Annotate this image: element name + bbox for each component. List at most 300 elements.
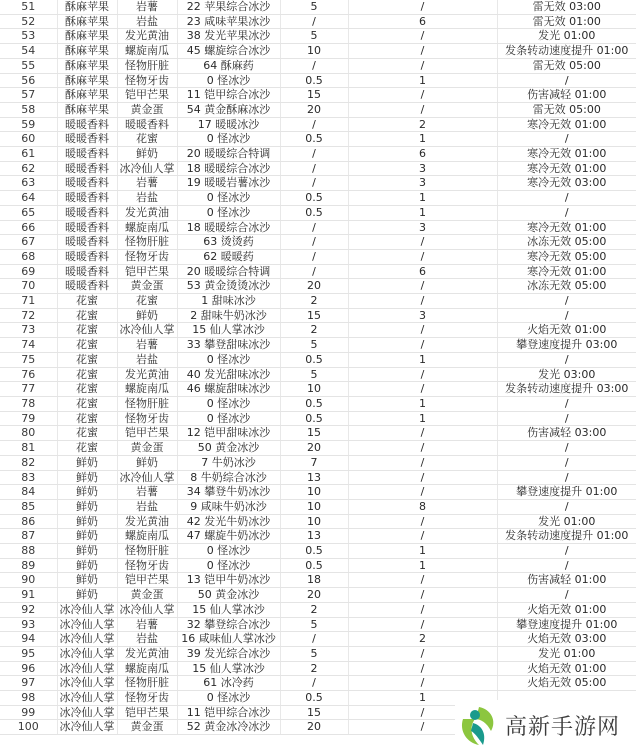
leaf-figure-logo-icon	[457, 705, 499, 747]
table-row	[0, 73, 636, 88]
table-row	[0, 161, 636, 176]
cell-row-number: 86	[0, 514, 57, 529]
cell-ingredient-a: 暖暖香料	[57, 176, 117, 191]
cell-ingredient-b: 怪物牙齿	[117, 249, 177, 264]
table-row	[0, 602, 636, 617]
cell-result: 50 黄金冰沙	[177, 588, 280, 603]
cell-value: 0.5	[280, 396, 348, 411]
cell-count: 1	[348, 205, 497, 220]
cell-effect: 寒冷无效 03:00	[497, 176, 636, 191]
cell-count: 3	[348, 220, 497, 235]
cell-result: 64 酥麻药	[177, 58, 280, 73]
cell-ingredient-a: 花蜜	[57, 396, 117, 411]
cell-row-number: 63	[0, 176, 57, 191]
table-row	[0, 558, 636, 573]
table-row	[0, 0, 636, 14]
cell-result: 1 甜味冰沙	[177, 294, 280, 309]
cell-row-number: 75	[0, 352, 57, 367]
cell-result: 53 黄金烫烫冰沙	[177, 279, 280, 294]
cell-row-number: 95	[0, 646, 57, 661]
cell-ingredient-a: 花蜜	[57, 294, 117, 309]
cell-count: 1	[348, 544, 497, 559]
table-row	[0, 58, 636, 73]
cell-ingredient-b: 发光黄油	[117, 205, 177, 220]
cell-result: 8 牛奶综合冰沙	[177, 470, 280, 485]
cell-effect: /	[497, 411, 636, 426]
cell-ingredient-a: 冰冷仙人掌	[57, 661, 117, 676]
cell-ingredient-a: 酥麻苹果	[57, 44, 117, 59]
cell-row-number: 53	[0, 29, 57, 44]
cell-effect: 寒冷无效 01:00	[497, 117, 636, 132]
table-row	[0, 235, 636, 250]
table-row	[0, 117, 636, 132]
table-row	[0, 632, 636, 647]
cell-result: 22 苹果综合冰沙	[177, 0, 280, 14]
cell-result: 45 螺旋综合冰沙	[177, 44, 280, 59]
cell-value: 2	[280, 661, 348, 676]
cell-effect: 火焰无效 03:00	[497, 632, 636, 647]
cell-ingredient-a: 冰冷仙人掌	[57, 617, 117, 632]
cell-row-number: 56	[0, 73, 57, 88]
cell-ingredient-a: 鲜奶	[57, 470, 117, 485]
cell-effect: 攀登速度提升 03:00	[497, 338, 636, 353]
cell-row-number: 83	[0, 470, 57, 485]
cell-row-number: 80	[0, 426, 57, 441]
cell-effect: 攀登速度提升 01:00	[497, 485, 636, 500]
cell-result: 23 咸味苹果冰沙	[177, 14, 280, 29]
cell-ingredient-a: 暖暖香料	[57, 264, 117, 279]
cell-value: 5	[280, 338, 348, 353]
cell-result: 13 铠甲牛奶冰沙	[177, 573, 280, 588]
cell-row-number: 82	[0, 455, 57, 470]
cell-effect: /	[497, 499, 636, 514]
cell-row-number: 64	[0, 191, 57, 206]
cell-row-number: 62	[0, 161, 57, 176]
cell-row-number: 52	[0, 14, 57, 29]
cell-row-number: 92	[0, 602, 57, 617]
cell-result: 0 怪冰沙	[177, 396, 280, 411]
table-row	[0, 382, 636, 397]
table-row	[0, 88, 636, 103]
cell-ingredient-b: 螺旋南瓜	[117, 661, 177, 676]
cell-ingredient-b: 发光黄油	[117, 29, 177, 44]
cell-row-number: 71	[0, 294, 57, 309]
cell-ingredient-a: 花蜜	[57, 382, 117, 397]
cell-effect: 冰冻无效 05:00	[497, 279, 636, 294]
cell-ingredient-a: 花蜜	[57, 352, 117, 367]
cell-value: 0.5	[280, 132, 348, 147]
cell-count: 3	[348, 161, 497, 176]
cell-ingredient-b: 发光黄油	[117, 367, 177, 382]
cell-ingredient-a: 酥麻苹果	[57, 88, 117, 103]
cell-ingredient-b: 暖暖香料	[117, 117, 177, 132]
cell-ingredient-b: 怪物肝脏	[117, 676, 177, 691]
cell-value: 5	[280, 646, 348, 661]
table-row	[0, 264, 636, 279]
cell-count: /	[348, 382, 497, 397]
table-row	[0, 323, 636, 338]
cell-value: /	[280, 147, 348, 162]
cell-row-number: 66	[0, 220, 57, 235]
table-row	[0, 191, 636, 206]
cell-value: /	[280, 632, 348, 647]
cell-value: 20	[280, 441, 348, 456]
cell-value: 20	[280, 102, 348, 117]
cell-value: 0.5	[280, 352, 348, 367]
cell-row-number: 74	[0, 338, 57, 353]
watermark-text: 高新手游网	[505, 715, 621, 740]
cell-result: 33 攀登甜味冰沙	[177, 338, 280, 353]
table-row	[0, 499, 636, 514]
cell-effect: 寒冷无效 01:00	[497, 220, 636, 235]
cell-ingredient-b: 怪物肝脏	[117, 58, 177, 73]
cell-count: 3	[348, 176, 497, 191]
cell-result: 46 螺旋甜味冰沙	[177, 382, 280, 397]
cell-ingredient-a: 鲜奶	[57, 529, 117, 544]
cell-ingredient-b: 冰冷仙人掌	[117, 602, 177, 617]
cell-value: 0.5	[280, 558, 348, 573]
cell-value: 20	[280, 588, 348, 603]
cell-ingredient-b: 螺旋南瓜	[117, 44, 177, 59]
cell-result: 9 咸味牛奶冰沙	[177, 499, 280, 514]
cell-value: 2	[280, 602, 348, 617]
cell-result: 20 暖暖综合特调	[177, 147, 280, 162]
cell-effect: 伤害减轻 01:00	[497, 88, 636, 103]
cell-row-number: 85	[0, 499, 57, 514]
cell-ingredient-a: 暖暖香料	[57, 147, 117, 162]
cell-ingredient-b: 冰冷仙人掌	[117, 161, 177, 176]
table-row	[0, 220, 636, 235]
cell-count: 8	[348, 499, 497, 514]
cell-ingredient-a: 冰冷仙人掌	[57, 705, 117, 720]
cell-count: 2	[348, 117, 497, 132]
cell-value: 2	[280, 294, 348, 309]
cell-ingredient-a: 酥麻苹果	[57, 0, 117, 14]
cell-value: /	[280, 264, 348, 279]
table-row	[0, 661, 636, 676]
cell-effect: 发条转动速度提升 01:00	[497, 529, 636, 544]
table-row	[0, 14, 636, 29]
cell-effect: 雷无效 03:00	[497, 0, 636, 14]
table-row	[0, 411, 636, 426]
cell-value: 0.5	[280, 544, 348, 559]
table-row	[0, 676, 636, 691]
cell-count: /	[348, 573, 497, 588]
cell-ingredient-b: 岩盐	[117, 632, 177, 647]
table-row	[0, 544, 636, 559]
cell-result: 0 怪冰沙	[177, 191, 280, 206]
cell-effect: 攀登速度提升 01:00	[497, 617, 636, 632]
cell-ingredient-b: 螺旋南瓜	[117, 220, 177, 235]
cell-ingredient-b: 发光黄油	[117, 514, 177, 529]
cell-row-number: 97	[0, 676, 57, 691]
cell-count: 1	[348, 691, 497, 706]
cell-value: /	[280, 117, 348, 132]
cell-effect: 火焰无效 01:00	[497, 661, 636, 676]
cell-result: 19 暖暖岩薯冰沙	[177, 176, 280, 191]
cell-ingredient-a: 酥麻苹果	[57, 14, 117, 29]
cell-ingredient-b: 螺旋南瓜	[117, 529, 177, 544]
cell-effect: /	[497, 352, 636, 367]
cell-result: 12 铠甲甜味冰沙	[177, 426, 280, 441]
cell-count: /	[348, 338, 497, 353]
watermark	[455, 700, 636, 751]
cell-count: 1	[348, 132, 497, 147]
cell-ingredient-b: 黄金蛋	[117, 102, 177, 117]
table-row	[0, 426, 636, 441]
cell-row-number: 70	[0, 279, 57, 294]
cell-result: 34 攀登牛奶冰沙	[177, 485, 280, 500]
cell-count: 1	[348, 411, 497, 426]
cell-result: 52 黄金冰冷冰沙	[177, 720, 280, 735]
cell-result: 20 暖暖综合特调	[177, 264, 280, 279]
table-row	[0, 470, 636, 485]
cell-ingredient-b: 岩薯	[117, 485, 177, 500]
cell-row-number: 81	[0, 441, 57, 456]
cell-ingredient-a: 暖暖香料	[57, 161, 117, 176]
cell-count: /	[348, 0, 497, 14]
table-row	[0, 485, 636, 500]
table-row	[0, 646, 636, 661]
cell-result: 47 螺旋牛奶冰沙	[177, 529, 280, 544]
cell-value: 0.5	[280, 205, 348, 220]
cell-value: 20	[280, 279, 348, 294]
cell-ingredient-b: 岩薯	[117, 176, 177, 191]
table-row	[0, 308, 636, 323]
cell-row-number: 96	[0, 661, 57, 676]
cell-effect: /	[497, 73, 636, 88]
cell-effect: /	[497, 588, 636, 603]
cell-effect: 雷无效 05:00	[497, 102, 636, 117]
cell-ingredient-b: 鲜奶	[117, 455, 177, 470]
cell-result: 61 冰冷药	[177, 676, 280, 691]
cell-value: 15	[280, 88, 348, 103]
cell-count: /	[348, 720, 497, 735]
cell-value: 18	[280, 573, 348, 588]
cell-row-number: 77	[0, 382, 57, 397]
cell-count: /	[348, 705, 497, 720]
cell-result: 42 发光牛奶冰沙	[177, 514, 280, 529]
table-row	[0, 441, 636, 456]
cell-count: /	[348, 529, 497, 544]
cell-effect: 寒冷无效 01:00	[497, 147, 636, 162]
cell-ingredient-b: 冰冷仙人掌	[117, 323, 177, 338]
cell-count: /	[348, 294, 497, 309]
cell-value: 10	[280, 44, 348, 59]
cell-row-number: 78	[0, 396, 57, 411]
cell-ingredient-b: 怪物肝脏	[117, 235, 177, 250]
cell-value: 10	[280, 485, 348, 500]
cell-count: 6	[348, 14, 497, 29]
table-row	[0, 29, 636, 44]
cell-ingredient-a: 暖暖香料	[57, 117, 117, 132]
cell-value: 20	[280, 720, 348, 735]
table-row	[0, 294, 636, 309]
cell-value: 5	[280, 0, 348, 14]
cell-row-number: 99	[0, 705, 57, 720]
cell-ingredient-b: 铠甲芒果	[117, 426, 177, 441]
cell-row-number: 89	[0, 558, 57, 573]
cell-ingredient-a: 花蜜	[57, 338, 117, 353]
cell-effect: 寒冷无效 01:00	[497, 161, 636, 176]
cell-effect: 寒冷无效 05:00	[497, 249, 636, 264]
cell-value: 5	[280, 367, 348, 382]
cell-count: /	[348, 249, 497, 264]
cell-ingredient-a: 酥麻苹果	[57, 73, 117, 88]
cell-count: /	[348, 323, 497, 338]
cell-value: 0.5	[280, 73, 348, 88]
cell-ingredient-a: 鲜奶	[57, 558, 117, 573]
cell-ingredient-b: 鲜奶	[117, 147, 177, 162]
cell-ingredient-a: 鲜奶	[57, 455, 117, 470]
cell-ingredient-a: 花蜜	[57, 323, 117, 338]
cell-result: 0 怪冰沙	[177, 73, 280, 88]
cell-effect: 发光 01:00	[497, 646, 636, 661]
cell-effect: 发光 03:00	[497, 367, 636, 382]
cell-ingredient-a: 花蜜	[57, 441, 117, 456]
cell-result: 7 牛奶冰沙	[177, 455, 280, 470]
cell-count: 1	[348, 352, 497, 367]
cell-value: 10	[280, 499, 348, 514]
cell-row-number: 98	[0, 691, 57, 706]
cell-effect: /	[497, 441, 636, 456]
cell-ingredient-a: 冰冷仙人掌	[57, 720, 117, 735]
cell-ingredient-a: 花蜜	[57, 308, 117, 323]
cell-ingredient-b: 冰冷仙人掌	[117, 470, 177, 485]
cell-result: 0 怪冰沙	[177, 558, 280, 573]
cell-ingredient-a: 花蜜	[57, 367, 117, 382]
cell-result: 15 仙人掌冰沙	[177, 323, 280, 338]
cell-ingredient-a: 酥麻苹果	[57, 29, 117, 44]
cell-ingredient-a: 鲜奶	[57, 544, 117, 559]
cell-effect: 雷无效 05:00	[497, 58, 636, 73]
cell-count: 6	[348, 147, 497, 162]
cell-count: /	[348, 441, 497, 456]
cell-row-number: 76	[0, 367, 57, 382]
cell-ingredient-a: 暖暖香料	[57, 279, 117, 294]
cell-effect: 发条转动速度提升 01:00	[497, 44, 636, 59]
table-row	[0, 617, 636, 632]
cell-ingredient-b: 岩盐	[117, 191, 177, 206]
cell-effect: /	[497, 455, 636, 470]
table-row	[0, 514, 636, 529]
cell-ingredient-a: 冰冷仙人掌	[57, 691, 117, 706]
cell-effect: 火焰无效 05:00	[497, 676, 636, 691]
cell-ingredient-b: 岩盐	[117, 499, 177, 514]
table-row	[0, 367, 636, 382]
cell-ingredient-a: 酥麻苹果	[57, 58, 117, 73]
cell-count: 1	[348, 558, 497, 573]
cell-value: 13	[280, 470, 348, 485]
cell-value: /	[280, 220, 348, 235]
table-row	[0, 249, 636, 264]
cell-row-number: 51	[0, 0, 57, 14]
cell-result: 2 甜味牛奶冰沙	[177, 308, 280, 323]
cell-row-number: 54	[0, 44, 57, 59]
cell-result: 62 暖暖药	[177, 249, 280, 264]
cell-result: 0 怪冰沙	[177, 691, 280, 706]
cell-ingredient-a: 鲜奶	[57, 485, 117, 500]
cell-value: 7	[280, 455, 348, 470]
cell-count: /	[348, 602, 497, 617]
cell-value: 10	[280, 382, 348, 397]
cell-result: 32 攀登综合冰沙	[177, 617, 280, 632]
table-row	[0, 102, 636, 117]
cell-ingredient-b: 花蜜	[117, 294, 177, 309]
cell-effect: /	[497, 294, 636, 309]
cell-result: 0 怪冰沙	[177, 132, 280, 147]
cell-result: 39 发光综合冰沙	[177, 646, 280, 661]
cell-effect: 雷无效 01:00	[497, 14, 636, 29]
cell-ingredient-b: 铠甲芒果	[117, 88, 177, 103]
cell-ingredient-b: 螺旋南瓜	[117, 382, 177, 397]
cell-ingredient-a: 酥麻苹果	[57, 102, 117, 117]
cell-effect: /	[497, 308, 636, 323]
cell-value: /	[280, 249, 348, 264]
cell-ingredient-b: 怪物牙齿	[117, 691, 177, 706]
cell-value: 13	[280, 529, 348, 544]
cell-row-number: 72	[0, 308, 57, 323]
cell-row-number: 79	[0, 411, 57, 426]
cell-row-number: 73	[0, 323, 57, 338]
cell-ingredient-b: 铠甲芒果	[117, 264, 177, 279]
cell-row-number: 67	[0, 235, 57, 250]
cell-ingredient-a: 冰冷仙人掌	[57, 632, 117, 647]
cell-value: 0.5	[280, 191, 348, 206]
table-row	[0, 455, 636, 470]
cell-row-number: 87	[0, 529, 57, 544]
cell-value: 10	[280, 514, 348, 529]
cell-value: /	[280, 14, 348, 29]
cell-result: 15 仙人掌冰沙	[177, 602, 280, 617]
cell-result: 50 黄金冰沙	[177, 441, 280, 456]
cell-count: /	[348, 279, 497, 294]
cell-result: 0 怪冰沙	[177, 411, 280, 426]
cell-value: 15	[280, 705, 348, 720]
cell-ingredient-b: 鲜奶	[117, 308, 177, 323]
cell-count: /	[348, 661, 497, 676]
cell-count: 1	[348, 191, 497, 206]
cell-ingredient-a: 冰冷仙人掌	[57, 646, 117, 661]
cell-ingredient-b: 发光黄油	[117, 646, 177, 661]
cell-count: 6	[348, 264, 497, 279]
cell-ingredient-b: 花蜜	[117, 132, 177, 147]
cell-value: /	[280, 176, 348, 191]
cell-ingredient-b: 铠甲芒果	[117, 573, 177, 588]
cell-ingredient-a: 鲜奶	[57, 588, 117, 603]
cell-ingredient-b: 岩盐	[117, 14, 177, 29]
cell-value: /	[280, 235, 348, 250]
cell-ingredient-a: 暖暖香料	[57, 235, 117, 250]
cell-ingredient-b: 黄金蛋	[117, 588, 177, 603]
cell-ingredient-b: 岩盐	[117, 352, 177, 367]
cell-row-number: 84	[0, 485, 57, 500]
cell-ingredient-a: 鲜奶	[57, 573, 117, 588]
cell-value: 0.5	[280, 411, 348, 426]
table-row	[0, 147, 636, 162]
cell-value: /	[280, 58, 348, 73]
cell-count: /	[348, 676, 497, 691]
cell-result: 0 怪冰沙	[177, 544, 280, 559]
cell-result: 0 怪冰沙	[177, 205, 280, 220]
cell-effect: /	[497, 132, 636, 147]
cell-value: 15	[280, 426, 348, 441]
cell-row-number: 90	[0, 573, 57, 588]
cell-ingredient-b: 怪物牙齿	[117, 411, 177, 426]
cell-ingredient-b: 黄金蛋	[117, 720, 177, 735]
cell-count: 1	[348, 396, 497, 411]
cell-effect: 发条转动速度提升 03:00	[497, 382, 636, 397]
